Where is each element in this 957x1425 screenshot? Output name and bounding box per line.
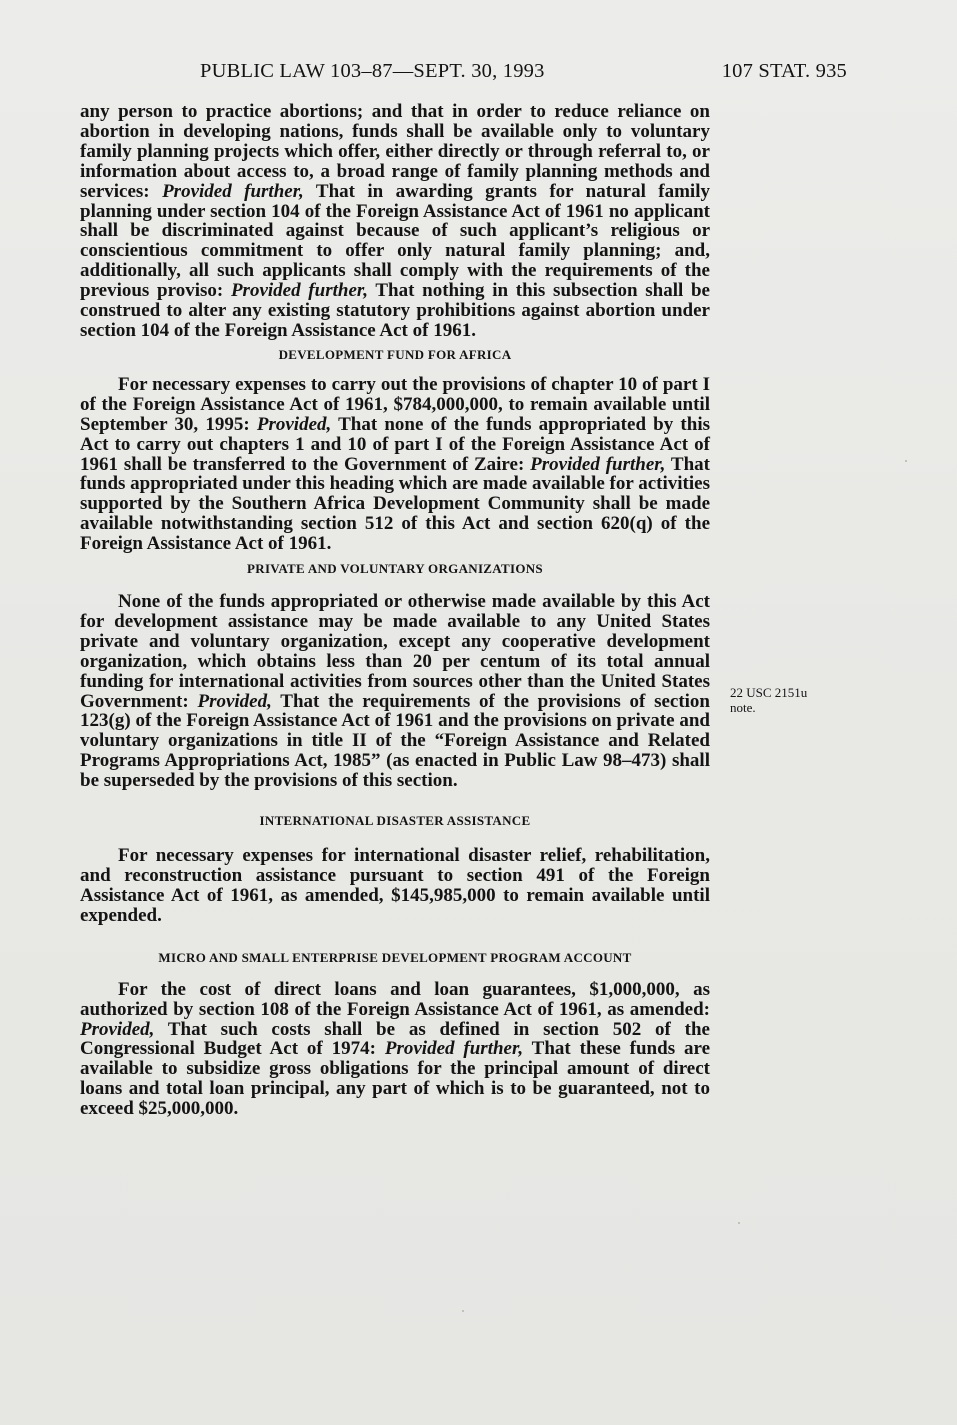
micro-paragraph: For the cost of direct loans and loan guarantees, $1,000,000, as authorized by section 108 of the Foreign Assistance Act of 1961, as amended: Provided, That such costs shall be as defined in section 502 of the Congressional Budget Act of 1974: Provided further, That these funds are available to subsidize gross obligations for the principal amount of direct loans and total loan principal, any part of which is to be guaranteed, not to exceed $25,000,000. <box>80 978 711 1120</box>
africa-paragraph: For necessary expenses to carry out the provisions of chapter 10 of part I of the Foreign Assistance Act of 1961, $784,000,000, to remain available until September 30, 1995: Provided, That none of the funds appropriated by this Act to carry out chapters 1 and 10 of part I of the Foreign Assistance Act of 1961 shall be transferred to the Government of Zaire: Provided further, That funds appropriated under this heading which are made available for activities supported by the Southern Africa Development Community shall be made available notwithstanding section 512 of this Act and section 620(q) of the Foreign Assistance Act of 1961. <box>80 373 710 555</box>
scan-speck <box>462 1310 464 1312</box>
scan-speck <box>738 1222 740 1224</box>
running-head: PUBLIC LAW 103–87—SEPT. 30, 1993 <box>200 60 545 82</box>
section-heading-pvo: PRIVATE AND VOLUNTARY ORGANIZATIONS <box>247 561 543 577</box>
page-header <box>0 60 957 90</box>
margin-note-line-1: 22 USC 2151u <box>730 685 808 700</box>
section-heading-disaster: INTERNATIONAL DISASTER ASSISTANCE <box>259 813 531 829</box>
continuation-paragraph: any person to practice abortions; and that in order to reduce reliance on abortion in developing nations, funds shall be available only to voluntary family planning projects which offer, either directly or through referral to, or information about access to, a broad range of family planning methods and services: Provided further, That in awarding grants for natural family planning under section 104 of the Foreign Assistance Act of 1961 no applicant shall be discriminated against because of such applicant’s religious or conscientious commitment to offer only natural family planning; and, additionally, all such applicants shall comply with the requirements of the previous proviso: Provided further, That nothing in this subsection shall be construed to alter any existing statutory prohibitions against abortion under section 104 of the Foreign Assistance Act of 1961. <box>80 101 710 341</box>
margin-citation-note <box>730 685 807 715</box>
section-heading-micro: MICRO AND SMALL ENTERPRISE DEVELOPMENT PROGRAM ACCOUNT <box>158 949 632 965</box>
margin-note-line-2: note. <box>730 700 756 715</box>
stat-page-reference: 107 STAT. 935 <box>721 60 847 82</box>
body-text <box>80 102 710 1119</box>
section-heading-africa: DEVELOPMENT FUND FOR AFRICA <box>278 346 512 362</box>
pvo-paragraph: None of the funds appropriated or otherwise made available by this Act for development assistance may be made available to any United States private and voluntary organization, except any cooperative development organization, which obtains less than 20 per centum of its total annual funding for international activities from sources other than the United States Government: Provided, That the requirements of the provisions of section 123(g) of the Foreign Assistance Act of 1961 and the provisions on private and voluntary organizations in title II of the “Foreign Assistance and Related Programs Appropriations Act, 1985” (as enacted in Public Law 98–473) shall be superseded by the provisions of this section. <box>80 591 710 792</box>
disaster-paragraph: For necessary expenses for international disaster relief, rehabilitation, and reconstruction assistance pursuant to section 491 of the Foreign Assistance Act of 1961, as amended, $145,985,000 to remain available until expended. <box>80 845 710 926</box>
scan-speck <box>905 460 907 462</box>
